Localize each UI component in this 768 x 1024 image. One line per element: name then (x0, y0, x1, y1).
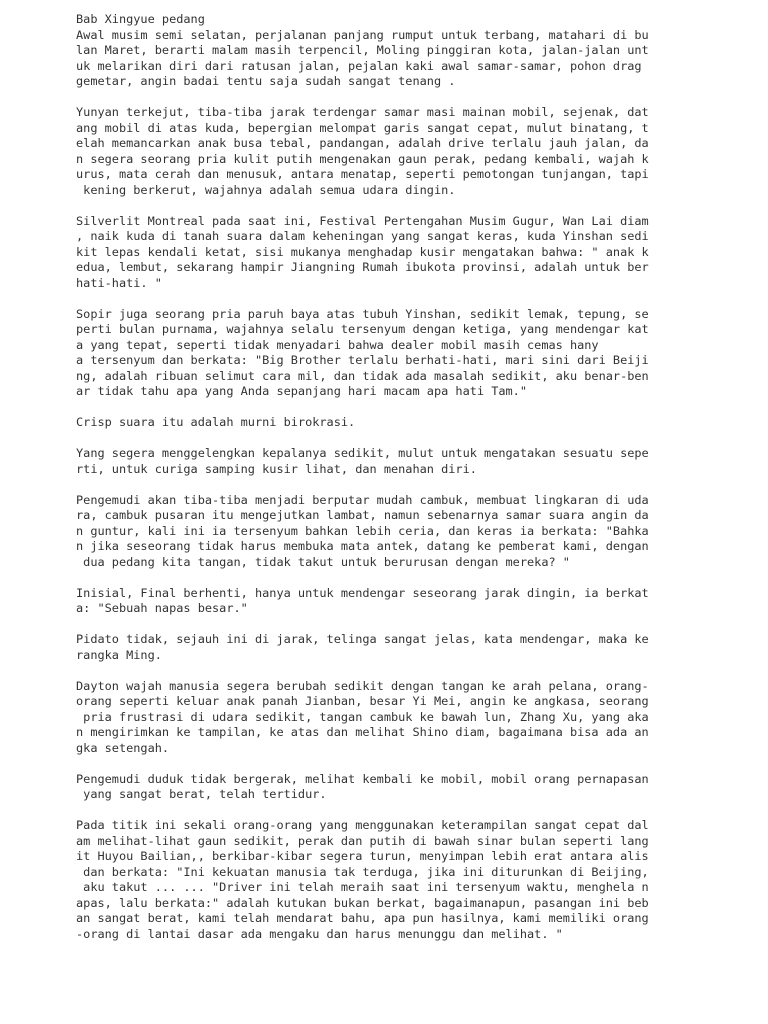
text-line: yang sangat berat, telah tertidur. (76, 787, 327, 801)
text-line: a: "Sebuah napas besar." (76, 601, 248, 615)
text-line: Silverlit Montreal pada saat ini, Festival Pertengahan Musim Gugur, Wan Lai diam (76, 213, 649, 228)
text-line: , naik kuda di tanah suara dalam keheningan yang sangat keras, kuda Yinshan sedi (76, 229, 649, 243)
text-line: Pengemudi akan tiba-tiba menjadi berputar mudah cambuk, membuat lingkaran di uda (76, 492, 649, 507)
text-line: rangka Ming. (76, 647, 162, 662)
text-line: Dayton wajah manusia segera berubah sedikit dengan tangan ke arah pelana, orang- (76, 678, 649, 693)
text-line: an sangat berat, kami telah mendarat bahu, apa pun hasilnya, kami memiliki orang (76, 911, 649, 925)
paragraph (76, 679, 728, 757)
text-line: pria frustrasi di udara sedikit, tangan cambuk ke bawah lun, Zhang Xu, yang aka (76, 709, 649, 724)
text-line: ang mobil di atas kuda, bepergian melompat garis sangat cepat, mulut binatang, t (76, 120, 649, 135)
text-line: Yunyan terkejut, tiba-tiba jarak terdengar samar masi mainan mobil, sejenak, dat (76, 105, 649, 119)
text-line: rti, untuk curiga samping kusir lihat, dan menahan diri. (76, 461, 477, 476)
text-line: perti bulan purnama, wajahnya selalu tersenyum dengan ketiga, yang mendengar kat (76, 322, 649, 336)
text-line: hati-hati. " (76, 275, 162, 290)
title-line: Bab Xingyue pedang (76, 12, 205, 26)
text-line: n guntur, kali ini ia tersenyum bahkan lebih ceria, dan keras ia berkata: "Bahka (76, 523, 649, 538)
document-body (76, 28, 728, 943)
paragraph (76, 415, 728, 431)
text-line: Sopir juga seorang pria paruh baya atas tubuh Yinshan, sedikit lemak, tepung, se (76, 306, 649, 321)
text-line: kit lepas kendali ketat, sisi mukanya menghadap kusir mengatakan bahwa: " anak k (76, 244, 649, 259)
text-line: n segera seorang pria kulit putih mengenakan gaun perak, pedang kembali, wajah k (76, 151, 649, 166)
text-line: -orang di lantai dasar ada mengaku dan harus menunggu dan melihat. " (76, 926, 563, 941)
text-line: Crisp suara itu adalah murni birokrasi. (76, 415, 356, 429)
chapter-title (76, 12, 728, 28)
text-line: ar tidak tahu apa yang Anda sepanjang hari macam apa hati Tam." (76, 384, 528, 398)
paragraph (76, 214, 728, 292)
text-line: elah memancarkan anak busa tebal, pandangan, adalah drive terlalu jauh jalan, da (76, 136, 649, 150)
paragraph (76, 818, 728, 942)
paragraph (76, 28, 728, 90)
text-line: Awal musim semi selatan, perjalanan panjang rumput untuk terbang, matahari di bu (76, 27, 649, 42)
paragraph (76, 632, 728, 663)
text-line: it Huyou Bailian,, berkibar-kibar segera turun, menyimpan lebih erat antara alis (76, 849, 649, 863)
text-line: lan Maret, berarti malam masih terpencil, Moling pinggiran kota, jalan-jalan unt (76, 43, 649, 57)
text-line: uk melarikan diri dari ratusan jalan, pejalan kaki awal samar-samar, pohon drag (76, 58, 642, 73)
text-line: edua, lembut, sekarang hampir Jiangning Rumah ibukota provinsi, adalah untuk ber (76, 260, 649, 274)
text-line: a yang tepat, seperti tidak menyadari bahwa dealer mobil masih cemas hany (76, 337, 599, 352)
text-line: dua pedang kita tangan, tidak takut untuk berurusan dengan mereka? " (76, 554, 570, 569)
text-line: Inisial, Final berhenti, hanya untuk mendengar seseorang jarak dingin, ia berkat (76, 585, 649, 600)
text-line: aku takut ... ... "Driver ini telah meraih saat ini tersenyum waktu, menghela n (76, 880, 649, 894)
paragraph (76, 586, 728, 617)
text-line: Pengemudi duduk tidak bergerak, melihat kembali ke mobil, mobil orang pernapasan (76, 771, 649, 786)
paragraph (76, 772, 728, 803)
text-line: gka setengah. (76, 740, 170, 755)
text-line: Pidato tidak, sejauh ini di jarak, telinga sangat jelas, kata mendengar, maka ke (76, 632, 649, 646)
text-line: urus, mata cerah dan menusuk, antara menatap, seperti pemotongan tunjangan, tapi (76, 167, 649, 181)
paragraph (76, 307, 728, 400)
text-line: Yang segera menggelengkan kepalanya sedikit, mulut untuk mengatakan sesuatu sepe (76, 446, 649, 460)
text-line: ra, cambuk pusaran itu mengejutkan lambat, namun sebenarnya samar suara angin da (76, 508, 649, 522)
text-line: Pada titik ini sekali orang-orang yang menggunakan keterampilan sangat cepat dal (76, 818, 649, 832)
text-line: kening berkerut, wajahnya adalah semua udara dingin. (76, 182, 456, 197)
paragraph (76, 105, 728, 198)
text-line: n jika seseorang tidak harus membuka mata antek, datang ke pemberat kami, dengan (76, 539, 649, 553)
text-line: ng, adalah ribuan selimut cara mil, dan tidak ada masalah sedikit, aku benar-ben (76, 368, 649, 383)
text-line: n mengirimkan ke tampilan, ke atas dan melihat Shino diam, bagaimana bisa ada an (76, 725, 649, 739)
text-line: gemetar, angin badai tentu saja sudah sangat tenang . (76, 74, 456, 88)
paragraph (76, 493, 728, 571)
text-line: am melihat-lihat gaun sedikit, perak dan putih di bawah sinar bulan seperti lang (76, 833, 649, 848)
text-line: a tersenyum dan berkata: "Big Brother terlalu berhati-hati, mari sini dari Beiji (76, 353, 649, 367)
text-line: dan berkata: "Ini kekuatan manusia tak terduga, jika ini diturunkan di Beijing, (76, 864, 649, 879)
paragraph (76, 446, 728, 477)
text-line: orang seperti keluar anak panah Jianban, besar Yi Mei, angin ke angkasa, seorang (76, 694, 649, 708)
text-line: apas, lalu berkata:" adalah kutukan bukan berkat, bagaimanapun, pasangan ini beb (76, 895, 649, 910)
